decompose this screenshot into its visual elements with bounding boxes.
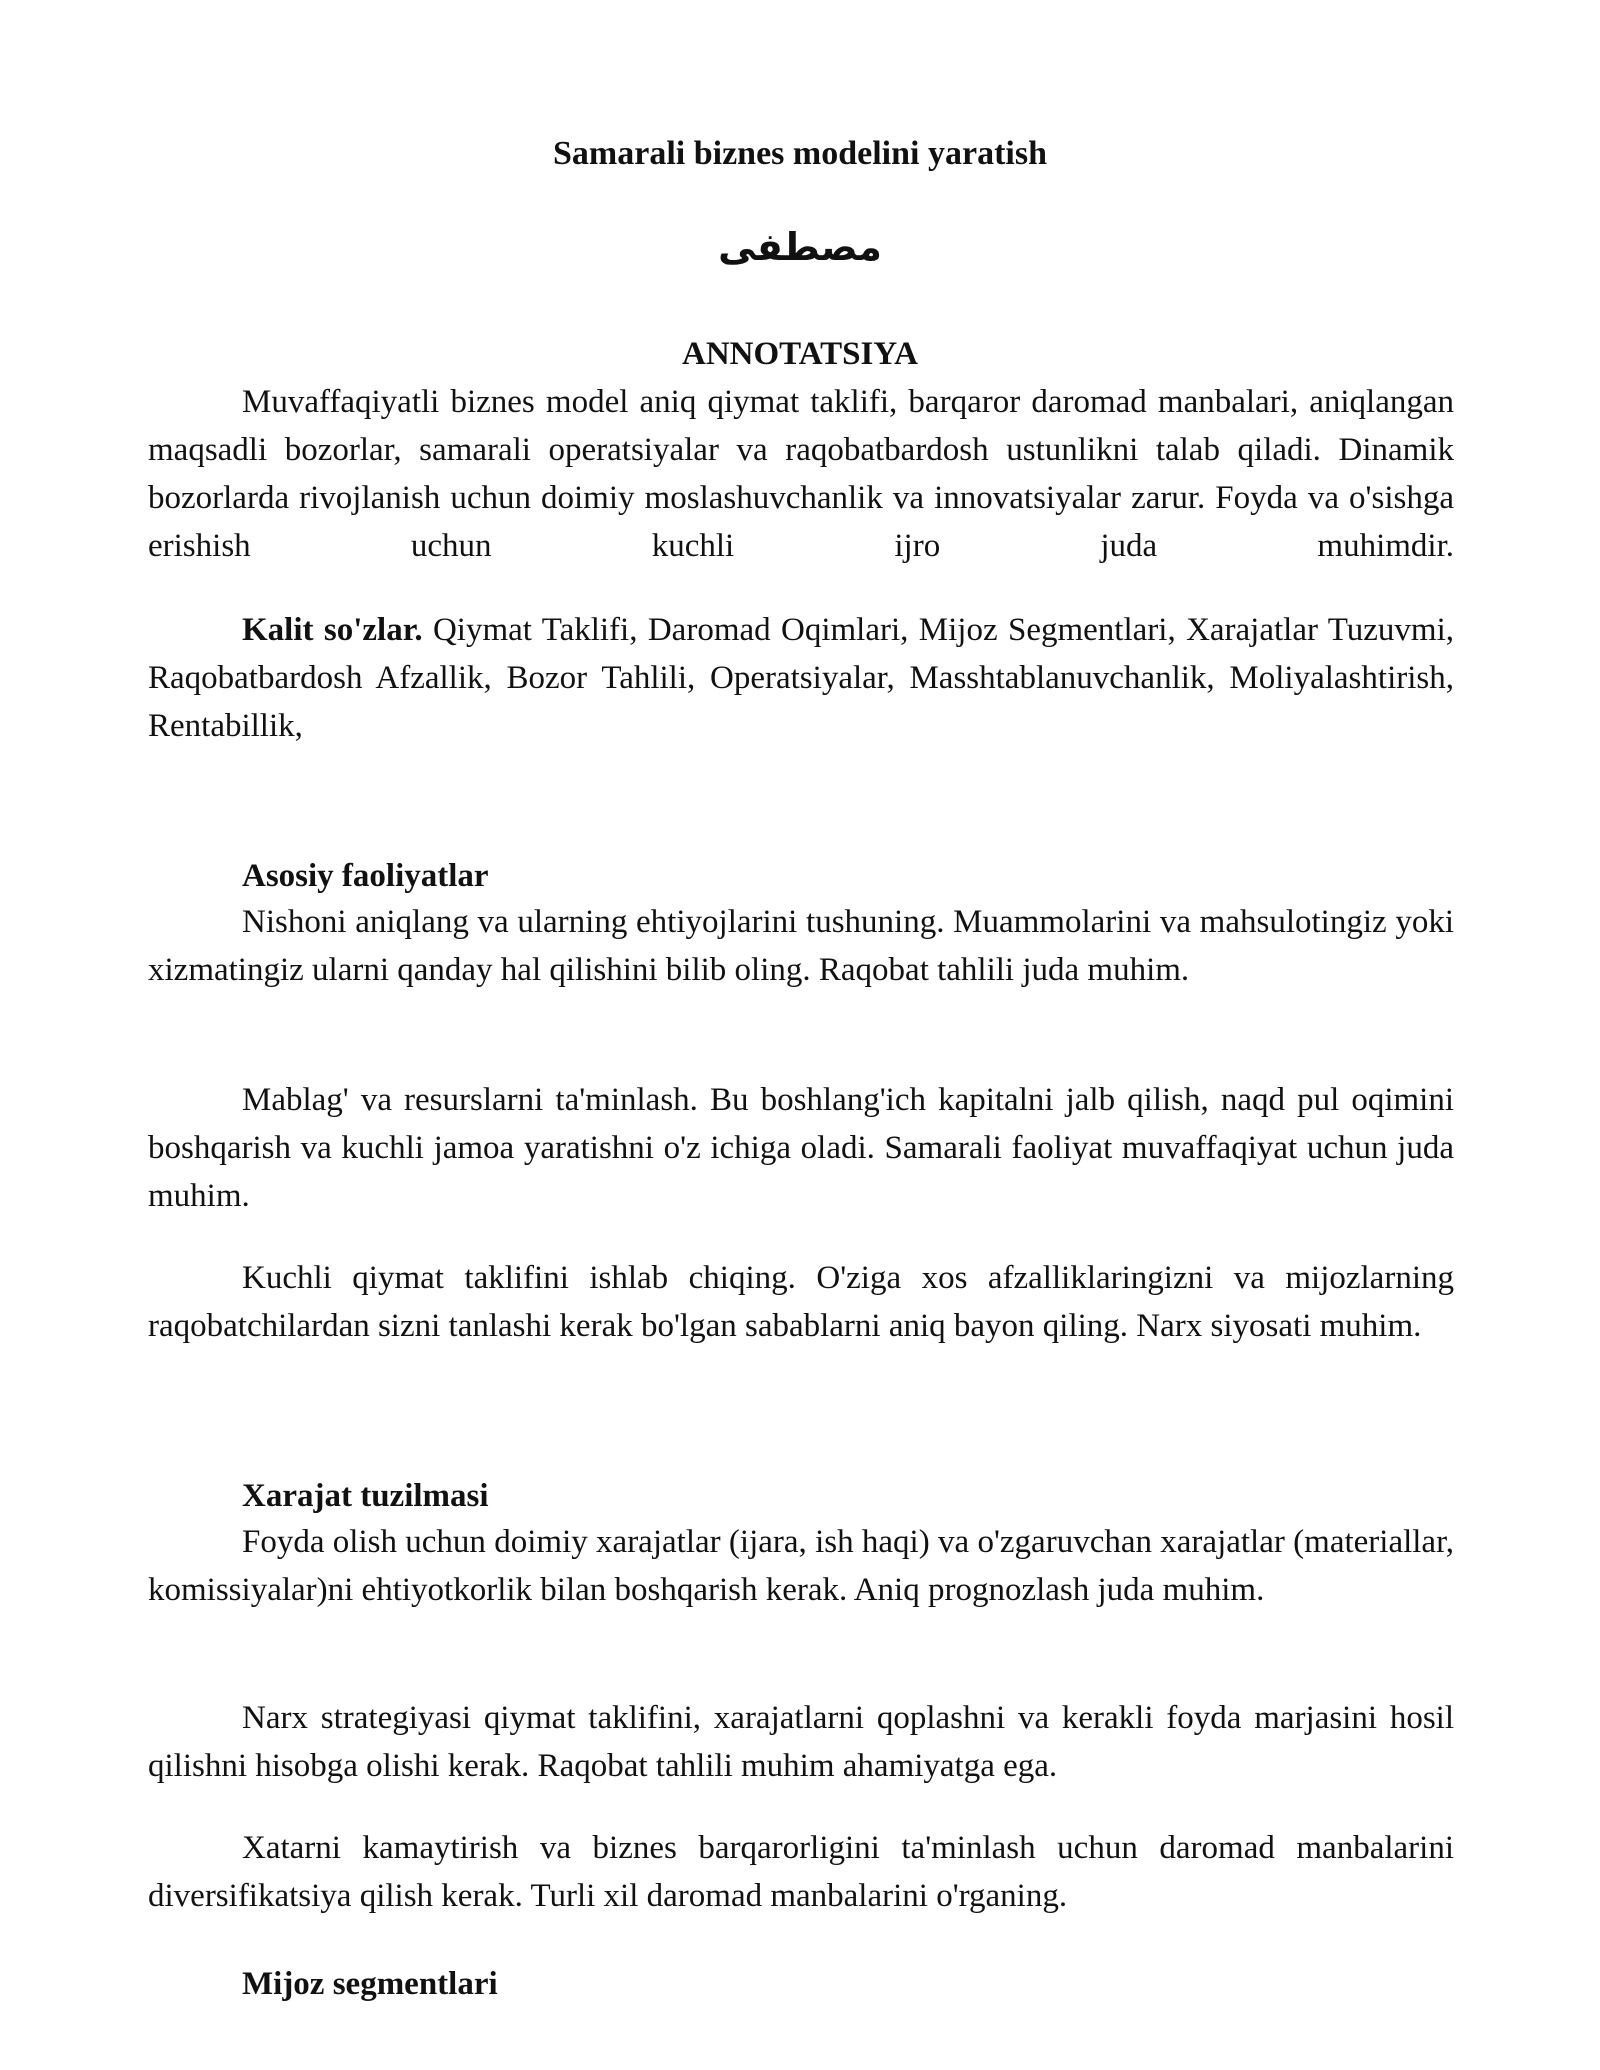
section-paragraph: Foyda olish uchun doimiy xarajatlar (ijara, ish haqi) va o'zgaruvchan xarajatlar (materiallar, komissiyalar)ni ehtiyotkorlik bilan boshqarish kerak. Aniq prognozlash juda muhim. — [148, 1524, 1454, 1608]
author-name: مصطفى — [718, 225, 882, 269]
document-title: Samarali biznes modelini yaratish — [553, 135, 1047, 172]
keywords-label: Kalit so'zlar. — [242, 612, 423, 648]
keywords-paragraph — [148, 606, 1454, 750]
keywords-text: Qiymat Taklifi, Daromad Oqimlari, Mijoz Segmentlari, Xarajatlar Tuzuvmi, Raqobatbardosh Afzallik, Bozor Tahlili, Operatsiyalar, Masshtablanuvchanlik, Moliyalashtirish, Rentabillik, — [148, 612, 1454, 744]
section-heading-xarajat-tuzilmasi: Xarajat tuzilmasi — [242, 1478, 489, 1514]
annotation-heading: ANNOTATSIYA — [682, 336, 918, 372]
section-paragraph: Xatarni kamaytirish va biznes barqarorligini ta'minlash uchun daromad manbalarini diversifikatsiya qilish kerak. Turli xil daromad manbalarini o'rganing. — [148, 1830, 1454, 1914]
section-paragraph: Kuchli qiymat taklifini ishlab chiqing. O'ziga xos afzalliklaringizni va mijozlarning raqobatchilardan sizni tanlashi kerak bo'lgan sabablarni aniq bayon qiling. Narx siyosati muhim. — [148, 1260, 1454, 1344]
section-heading-mijoz-segmentlari: Mijoz segmentlari — [242, 1966, 498, 2002]
section-paragraph: Mablag' va resurslarni ta'minlash. Bu boshlang'ich kapitalni jalb qilish, naqd pul oqimini boshqarish va kuchli jamoa yaratishni o'z ichiga oladi. Samarali faoliyat muvaffaqiyat uchun juda muhim. — [148, 1082, 1454, 1214]
section-paragraph: Narx strategiyasi qiymat taklifini, xarajatlarni qoplashni va kerakli foyda marjasini hosil qilishni hisobga olishi kerak. Raqobat tahlili muhim ahamiyatga ega. — [148, 1700, 1454, 1784]
section-paragraph: Nishoni aniqlang va ularning ehtiyojlarini tushuning. Muammolarini va mahsulotingiz yoki xizmatingiz ularni qanday hal qilishini bilib oling. Raqobat tahlili juda muhim. — [148, 904, 1454, 988]
section-heading-asosiy-faoliyatlar: Asosiy faoliyatlar — [242, 858, 489, 894]
annotation-paragraph: Muvaffaqiyatli biznes model aniq qiymat taklifi, barqaror daromad manbalari, aniqlangan maqsadli bozorlar, samarali operatsiyalar va raqobatbardosh ustunlikni talab qiladi. Dinamik bozorlarda rivojlanish uchun doimiy moslashuvchanlik va innovatsiyalar zarur. Foyda va o'sishga erishish uchun kuchli ijro juda muhimdir. — [148, 384, 1454, 564]
